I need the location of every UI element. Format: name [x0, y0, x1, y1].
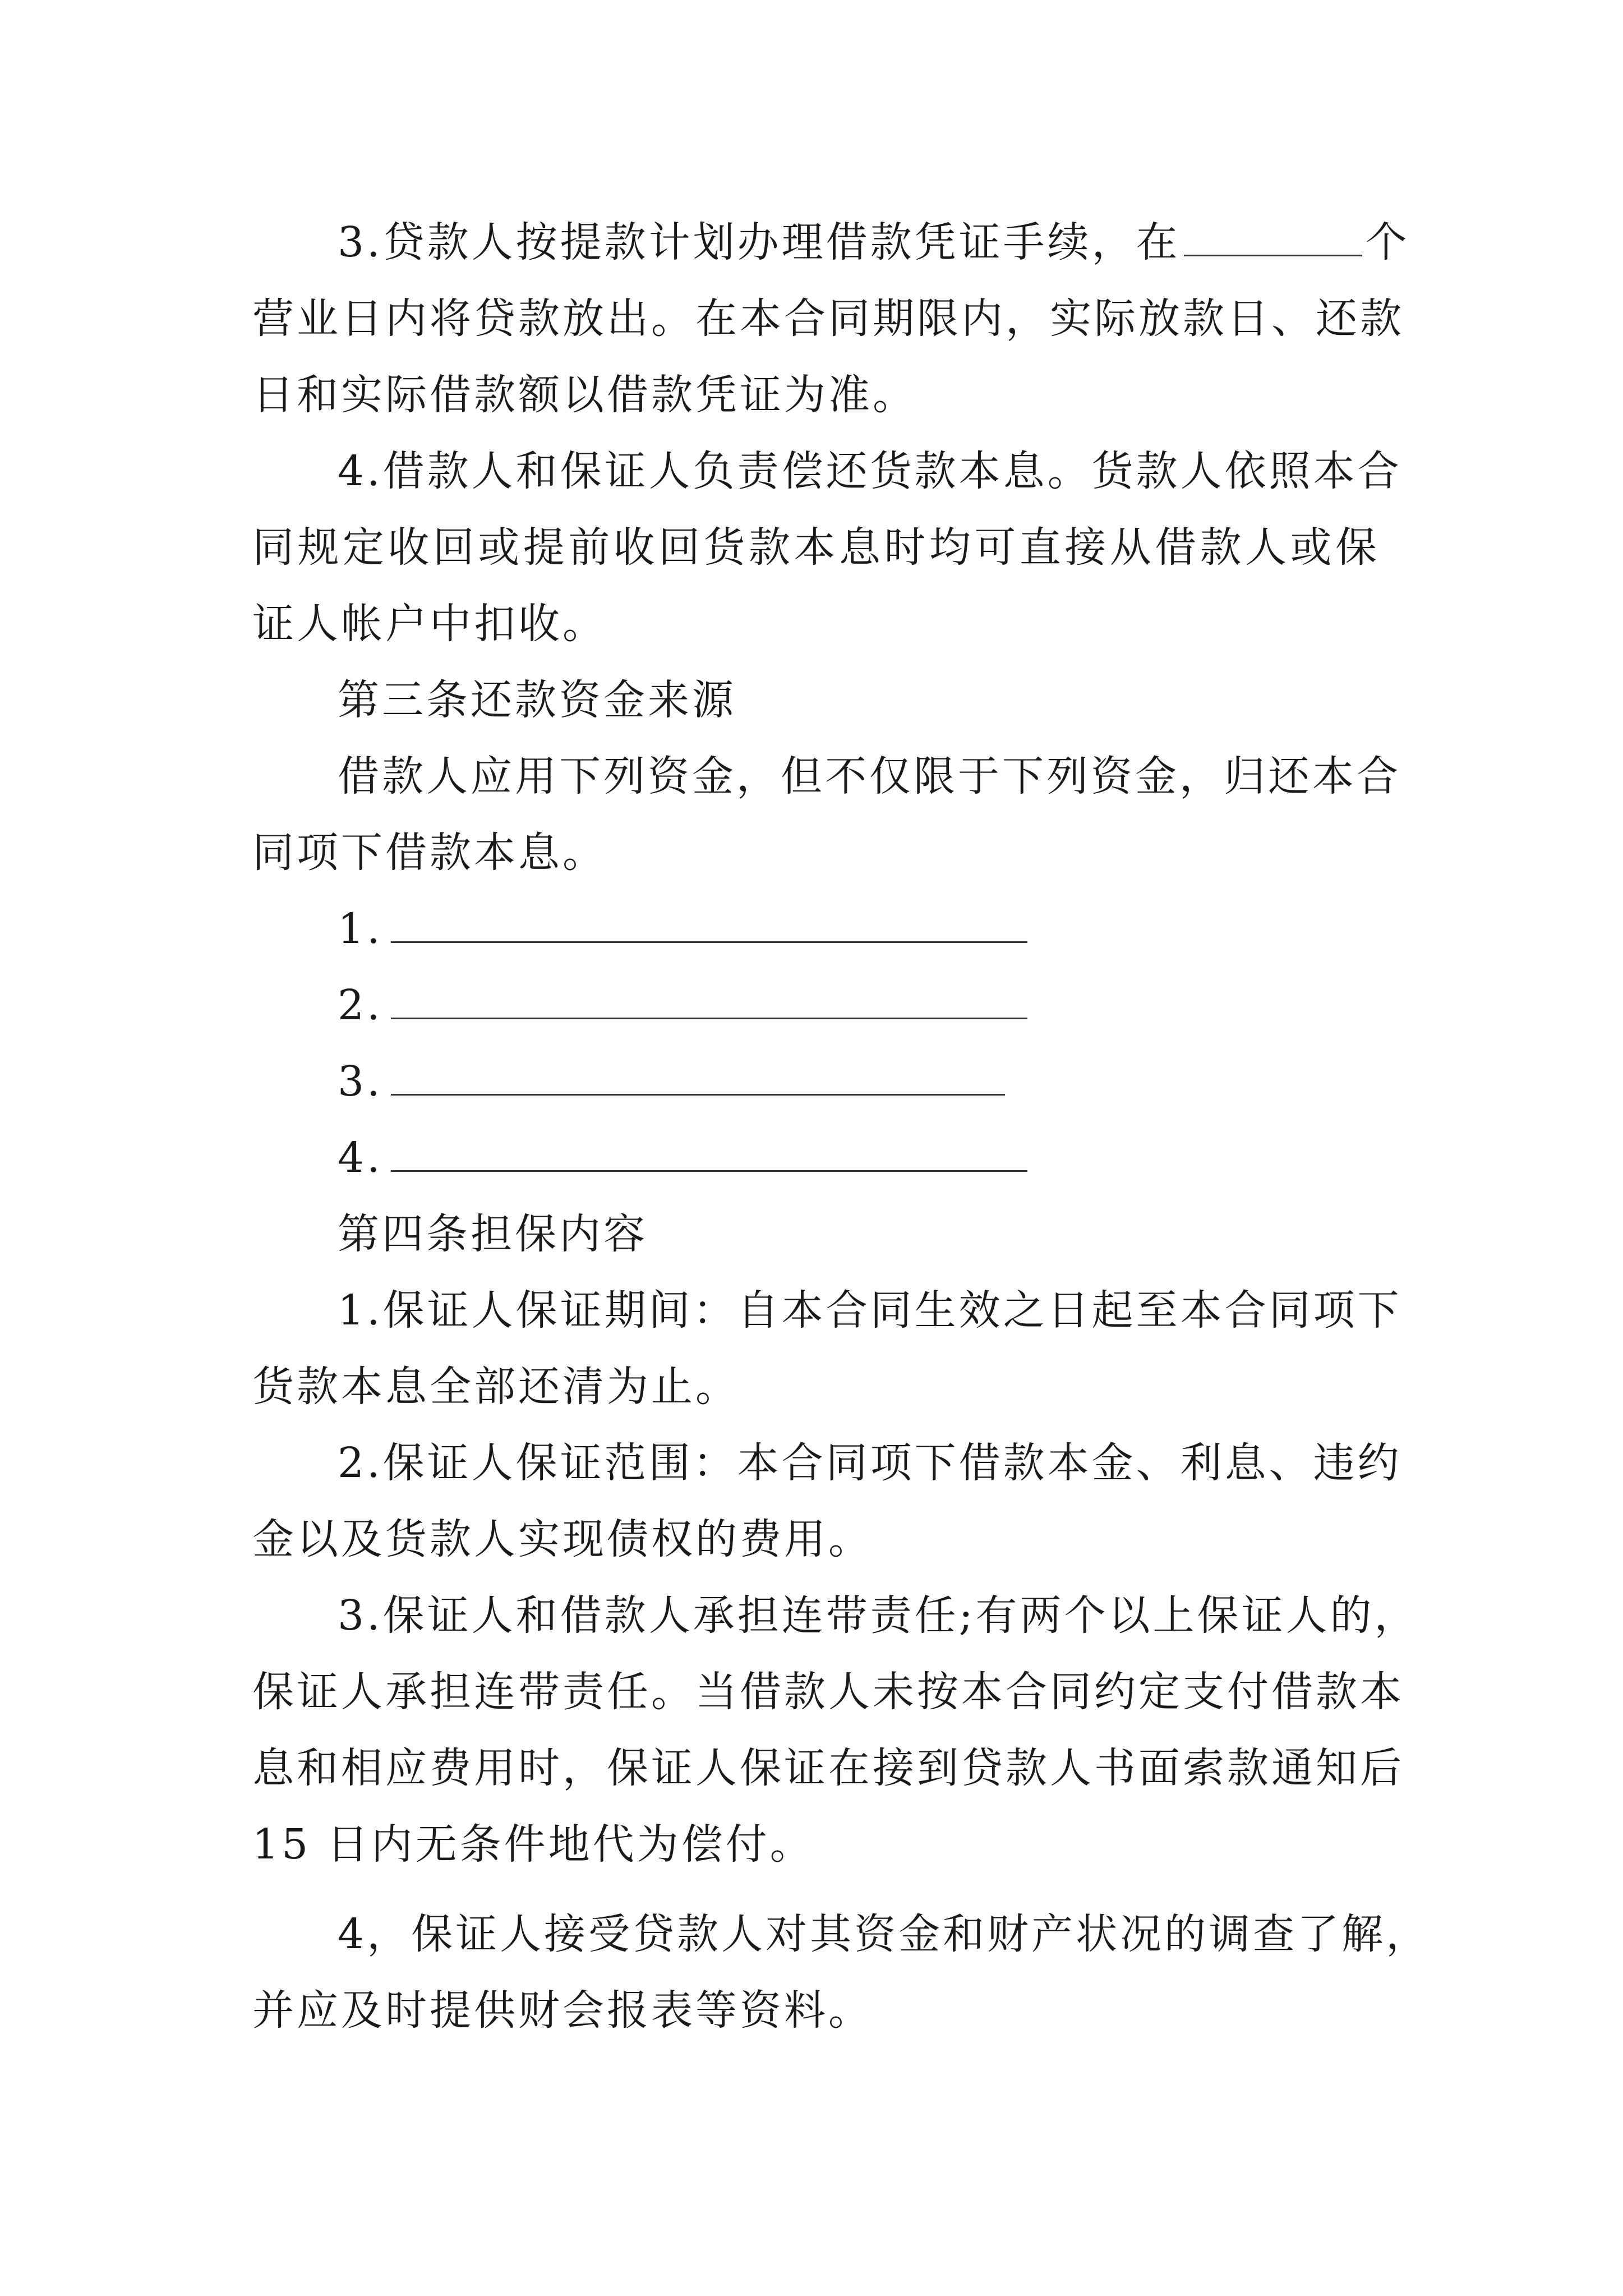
paragraph-line: 1.保证人保证期间：自本合同生效之日起至本合同项下 — [338, 1286, 1402, 1335]
list-item — [338, 967, 1380, 1043]
paragraph-text: 个 — [1365, 218, 1410, 266]
list-item-number: 2. — [338, 981, 383, 1029]
paragraph-line: 并应及时提供财会报表等资料。 — [252, 1986, 873, 2035]
section-heading: 第四条担保内容 — [338, 1210, 648, 1258]
blank-line-days — [1184, 220, 1362, 256]
paragraph-line: 日和实际借款额以借款凭证为准。 — [252, 371, 917, 419]
paragraph-line: 货款本息全部还清为止。 — [252, 1363, 740, 1411]
paragraph-line: 同项下借款本息。 — [252, 829, 607, 877]
paragraph-line — [338, 204, 1410, 280]
paragraph-line: 4，保证人接受贷款人对其资金和财产状况的调查了解， — [338, 1910, 1431, 1958]
paragraph-line: 保证人承担连带责任。当借款人未按本合同约定支付借款本 — [252, 1668, 1404, 1716]
paragraph-line: 2.保证人保证范围：本合同项下借款本金、利息、违约 — [338, 1439, 1402, 1487]
paragraph-line: 3.保证人和借款人承担连带责任;有两个以上保证人的， — [338, 1591, 1419, 1640]
blank-line — [391, 907, 1027, 943]
paragraph-line: 证人帐户中扣收。 — [252, 600, 607, 648]
paragraph-line: 15 日内无条件地代为偿付。 — [252, 1820, 814, 1869]
blank-line — [391, 983, 1027, 1019]
list-item — [338, 1043, 1380, 1120]
paragraph-text: 3.贷款人按提款计划办理借款凭证手续，在 — [338, 218, 1181, 266]
section-heading: 第三条还款资金来源 — [338, 676, 736, 724]
list-item-number: 4. — [338, 1134, 383, 1182]
paragraph-line: 同规定收回或提前收回货款本息时均可直接从借款人或保 — [252, 523, 1380, 572]
list-item-number: 1. — [338, 905, 383, 953]
blank-line — [391, 1059, 1005, 1096]
list-item-number: 3. — [338, 1057, 383, 1106]
paragraph-line: 营业日内将贷款放出。在本合同期限内，实际放款日、还款 — [252, 295, 1404, 343]
paragraph-line: 金以及货款人实现债权的费用。 — [252, 1515, 873, 1563]
list-item — [338, 891, 1380, 967]
paragraph-line: 4.借款人和保证人负责偿还货款本息。货款人依照本合 — [338, 447, 1402, 495]
paragraph-line: 借款人应用下列资金，但不仅限于下列资金，归还本合 — [338, 752, 1401, 800]
paragraph-line: 息和相应费用时，保证人保证在接到贷款人书面索款通知后 — [252, 1744, 1404, 1792]
list-item — [338, 1120, 1380, 1196]
blank-line — [391, 1135, 1027, 1172]
